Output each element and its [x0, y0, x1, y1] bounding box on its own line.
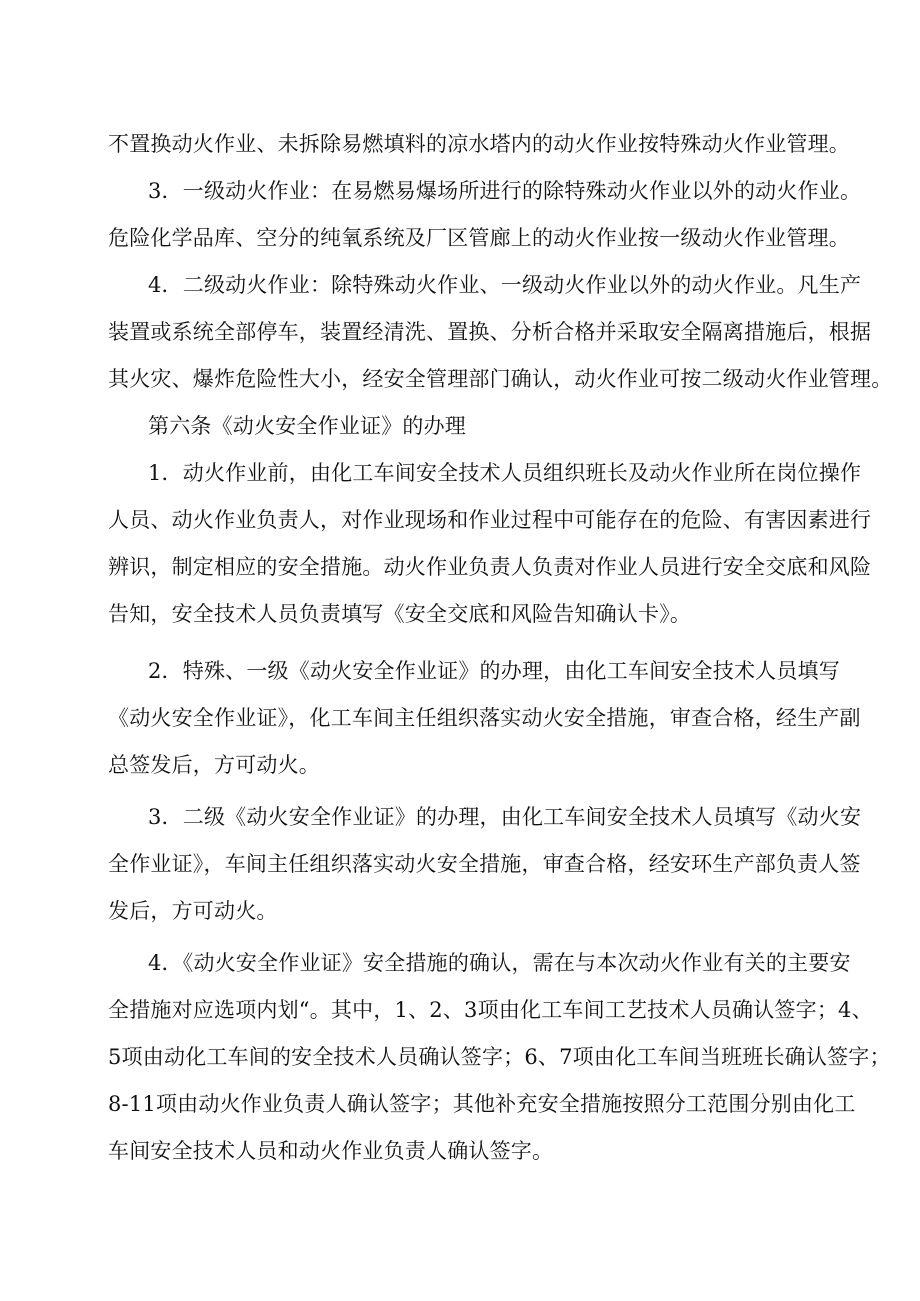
text-line: 《动火安全作业证》，化工车间主任组织落实动火安全措施，审查合格，经生产副 [108, 706, 861, 730]
text-line: 危险化学品库、空分的纯氧系统及厂区管廊上的动火作业按一级动火作业管理。 [108, 226, 850, 250]
text-line: 总签发后，方可动火。 [108, 753, 320, 777]
text-line: 车间安全技术人员和动火作业负责人确认签字。 [108, 1139, 554, 1163]
text-line: 其火灾、爆炸危险性大小，经安全管理部门确认，动火作业可按二级动火作业管理。 [108, 367, 893, 391]
text-line: 告知，安全技术人员负责填写《安全交底和风险告知确认卡》。 [108, 602, 692, 626]
text-line: 3．一级动火作业：在易燃易爆场所进行的除特殊动火作业以外的动火作业。 [148, 179, 862, 203]
text-line: 2．特殊、一级《动火安全作业证》的办理，由化工车间安全技术人员填写 [148, 659, 840, 683]
text-line: 发后，方可动火。 [108, 899, 278, 923]
text-line: 8-11项由动火作业负责人确认签字；其他补充安全措施按照分工范围分别由化工 [108, 1092, 856, 1116]
text-line: 全作业证》，车间主任组织落实动火安全措施，审查合格，经安环生产部负责人签 [108, 852, 861, 876]
text-line: 4．《动火安全作业证》安全措施的确认，需在与本次动火作业有关的主要安 [148, 951, 851, 975]
text-line: 3．二级《动火安全作业证》的办理，由化工车间安全技术人员填写《动火安 [148, 805, 862, 829]
text-line: 人员、动火作业负责人，对作业现场和作业过程中可能存在的危险、有害因素进行 [108, 508, 872, 532]
text-line: 不置换动火作业、未拆除易燃填料的凉水塔内的动火作业按特殊动火作业管理。 [108, 132, 850, 156]
text-line: 辨识，制定相应的安全措施。动火作业负责人负责对作业人员进行安全交底和风险 [108, 555, 872, 579]
section-heading: 第六条《动火安全作业证》的办理 [148, 414, 466, 438]
text-line: 5项由动化工车间的安全技术人员确认签字；6、7项由化工车间当班班长确认签字； [108, 1045, 891, 1069]
text-line: 1．动火作业前，由化工车间安全技术人员组织班长及动火作业所在岗位操作 [148, 461, 862, 485]
text-line: 装置或系统全部停车，装置经清洗、置换、分析合格并采取安全隔离措施后，根据 [108, 320, 872, 344]
text-line: 4．二级动火作业：除特殊动火作业、一级动火作业以外的动火作业。凡生产 [148, 273, 862, 297]
text-line: 全措施对应选项内划“。其中，1、2、3项由化工车间工艺技术人员确认签字；4、 [108, 998, 873, 1022]
